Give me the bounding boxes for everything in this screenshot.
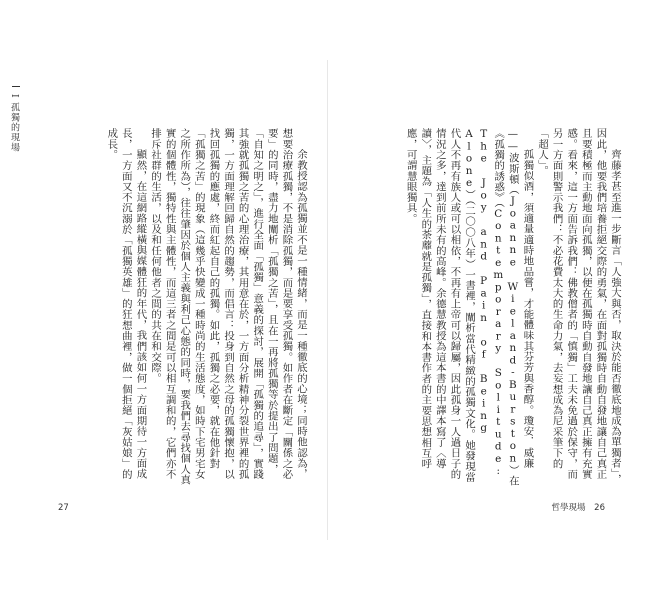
paragraph: 余教授認為孤獨並不是一種情緒，而是一種徹底的心境；同時他認為，想要治療孤獨，不是消除孤獨，而是要享受孤獨。如作者在斷定「關係之必要」的同時，盡力地闡析「孤獨之苦」，且在一再將孤獨等於提出了問題，「自知之明之」，進行全面「孤獨」意義的探討，展開「孤獨的追尋」，實踐其強就孤獨之苦的心理治療，其用意在於，一方面分析精神分裂世界裡的孤獨，一方面理解回歸自然的趨勢，而倡言：投身到自然之母的孤獨懷抱，以找回孤獨的應處，終而紅起自己的孤獨。如此，孤獨之必要，就在他針對「孤獨之苦」的現象（這幾乎快變成一種時尚的生活態度，如時下宅男宅女之所作所為），往往肇因於個人主義與利己心態的同時，要我們去尋找個人真實的個體性，獨特性與主體性，而這三者之間是可以相互調和的，它們亦不排斥社群的生活，以及和任何他者之間的共在和交際。 (149, 128, 307, 485)
right-page-number: 26 (594, 503, 605, 513)
left-page-body (42, 128, 308, 488)
right-page-footer (551, 501, 605, 513)
paragraph: 孤獨似酒，須適量適時地品嘗，才能體味其芬芳與香醇。瓊安．威廉——波斯頓（Joanne Wieland-Burston）在《孤獨的誘惑》（Contemporary Solitude: The Joy and Pain of Being Alone）（二〇〇八年）一書裡，闡析當代精緻的孤獨文化。她發現當代人不再有族人或可以相依，不再有上帝可以歸屬，因此孤身一人過日子的情況之多，達到前所未有的高峰。余德慧教授為這本書的中譯本寫了〈導讀〉，主題為「人生的荼蘼就是孤獨」，直接和本書作者的主要思想相互呼應，可謂慧眼獨具。 (404, 128, 534, 486)
footer-label: 哲學現場 (551, 503, 586, 513)
paragraph: 齊藤孝甚至進一步斷言「人強大與否，取決於能否徹底地成為單獨者」，因此，他要我們培養拒絕交際的勇氣，在面對孤獨時自動自發地讓自己真正且要積極而主動地面向孤獨，以便在孤獨時自動自發地讓自己真正擁有充實感。看來，這一方面告訴我們：佛教僧者的「慎獨」工夫未免過於保守，而另一方面則警示我們：不必花費太大的生命力氣，去妄想成為尼采筆下的「超人」。 (536, 128, 621, 485)
page-gutter (327, 60, 328, 540)
right-page-body (342, 128, 622, 488)
header-marker: I (9, 94, 19, 99)
left-page-number: 27 (58, 503, 69, 513)
header-rule (12, 86, 20, 87)
header-title: 孤獨的現場 (9, 102, 19, 153)
running-header (8, 94, 21, 152)
paragraph: 顯然，在這網路縱橫與媒體狂的年代，我們該如何一方面期待一方面成長，一方面又不沉溺於「孤獨英雄」的狂想曲裡，做一個拒絕「灰姑娘」的成長。 (105, 128, 147, 480)
